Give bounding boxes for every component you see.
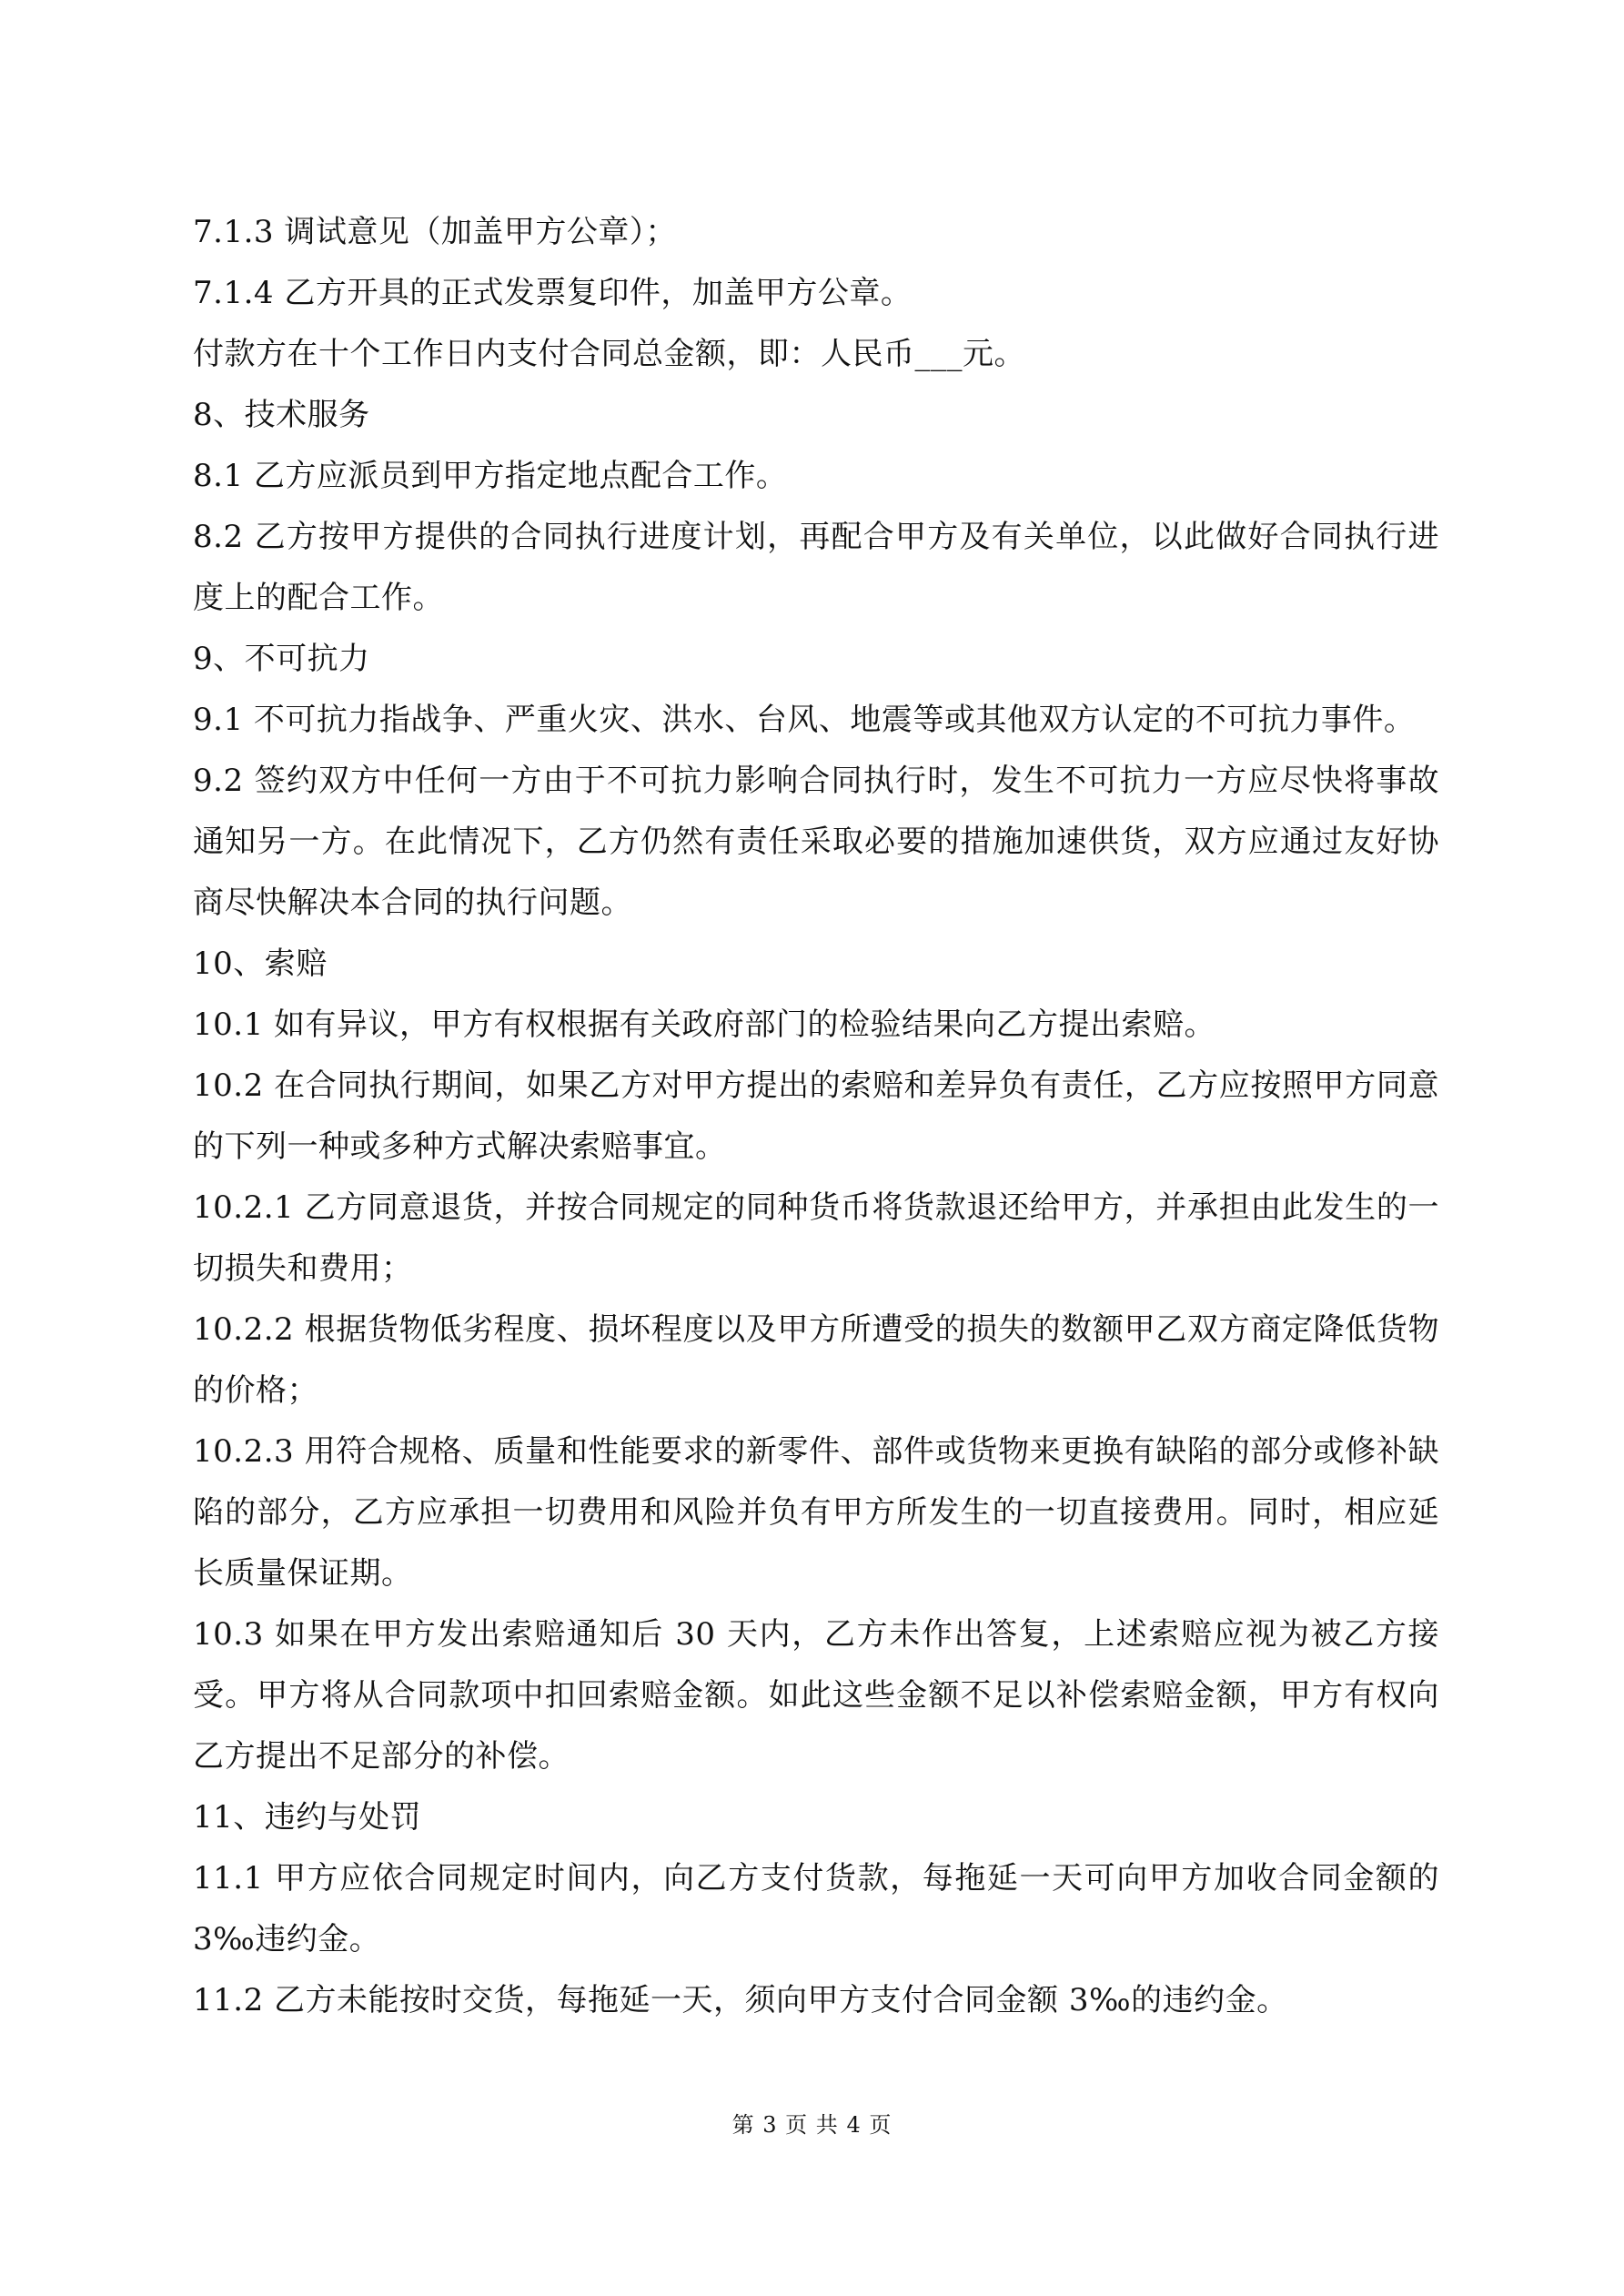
section-heading-9: 9、不可抗力: [193, 641, 370, 677]
clause-10-1: 10.1 如有异议，甲方有权根据有关政府部门的检验结果向乙方提出索赔。: [193, 1006, 1216, 1043]
clause-11-2: 11.2 乙方未能按时交货，每拖延一天，须向甲方支付合同金额 3‰的违约金。: [193, 1982, 1288, 2018]
clause-10-3: 10.3 如果在甲方发出索赔通知后 30 天内，乙方未作出答复，上述索赔应视为被乙方接受。甲方将从合同款项中扣回索赔金额。如此这些金额不足以补偿索赔金额，甲方有权向乙方提出不足部分的补偿。: [193, 1616, 1439, 1775]
clause-7-1-3: 7.1.3 调试意见（加盖甲方公章）；: [193, 214, 677, 250]
clause-9-1: 9.1 不可抗力指战争、严重火灾、洪水、台风、地震等或其他双方认定的不可抗力事件。: [193, 702, 1416, 738]
clause-10-2-2: 10.2.2 根据货物低劣程度、损坏程度以及甲方所遭受的损失的数额甲乙双方商定降低货物的价格；: [193, 1311, 1439, 1409]
clause-9-2: 9.2 签约双方中任何一方由于不可抗力影响合同执行时，发生不可抗力一方应尽快将事故通知另一方。在此情况下，乙方仍然有责任采取必要的措施加速供货，双方应通过友好协商尽快解决本合同的执行问题。: [193, 763, 1439, 921]
clause-8-1: 8.1 乙方应派员到甲方指定地点配合工作。: [193, 458, 788, 494]
clause-10-2: 10.2 在合同执行期间，如果乙方对甲方提出的索赔和差异负有责任，乙方应按照甲方同意的下列一种或多种方式解决索赔事宜。: [193, 1067, 1439, 1165]
clause-8-2: 8.2 乙方按甲方提供的合同执行进度计划，再配合甲方及有关单位，以此做好合同执行进度上的配合工作。: [193, 519, 1439, 616]
clause-10-2-3: 10.2.3 用符合规格、质量和性能要求的新零件、部件或货物来更换有缺陷的部分或修补缺陷的部分，乙方应承担一切费用和风险并负有甲方所发生的一切直接费用。同时，相应延长质量保证期。: [193, 1433, 1439, 1592]
payment-terms: 付款方在十个工作日内支付合同总金额，即：人民币___元。: [193, 336, 1025, 372]
document-body: [193, 202, 1439, 2031]
section-heading-11: 11、违约与处罚: [193, 1799, 422, 1836]
section-heading-8: 8、技术服务: [193, 397, 370, 433]
clause-7-1-4: 7.1.4 乙方开具的正式发票复印件，加盖甲方公章。: [193, 275, 913, 311]
clause-11-1: 11.1 甲方应依合同规定时间内，向乙方支付货款，每拖延一天可向甲方加收合同金额的 3‰违约金。: [193, 1860, 1439, 1957]
page-number-footer: 第 3 页 共 4 页: [731, 2112, 893, 2138]
section-heading-10: 10、索赔: [193, 946, 328, 982]
clause-10-2-1: 10.2.1 乙方同意退货，并按合同规定的同种货币将货款退还给甲方，并承担由此发生的一切损失和费用；: [193, 1189, 1439, 1287]
